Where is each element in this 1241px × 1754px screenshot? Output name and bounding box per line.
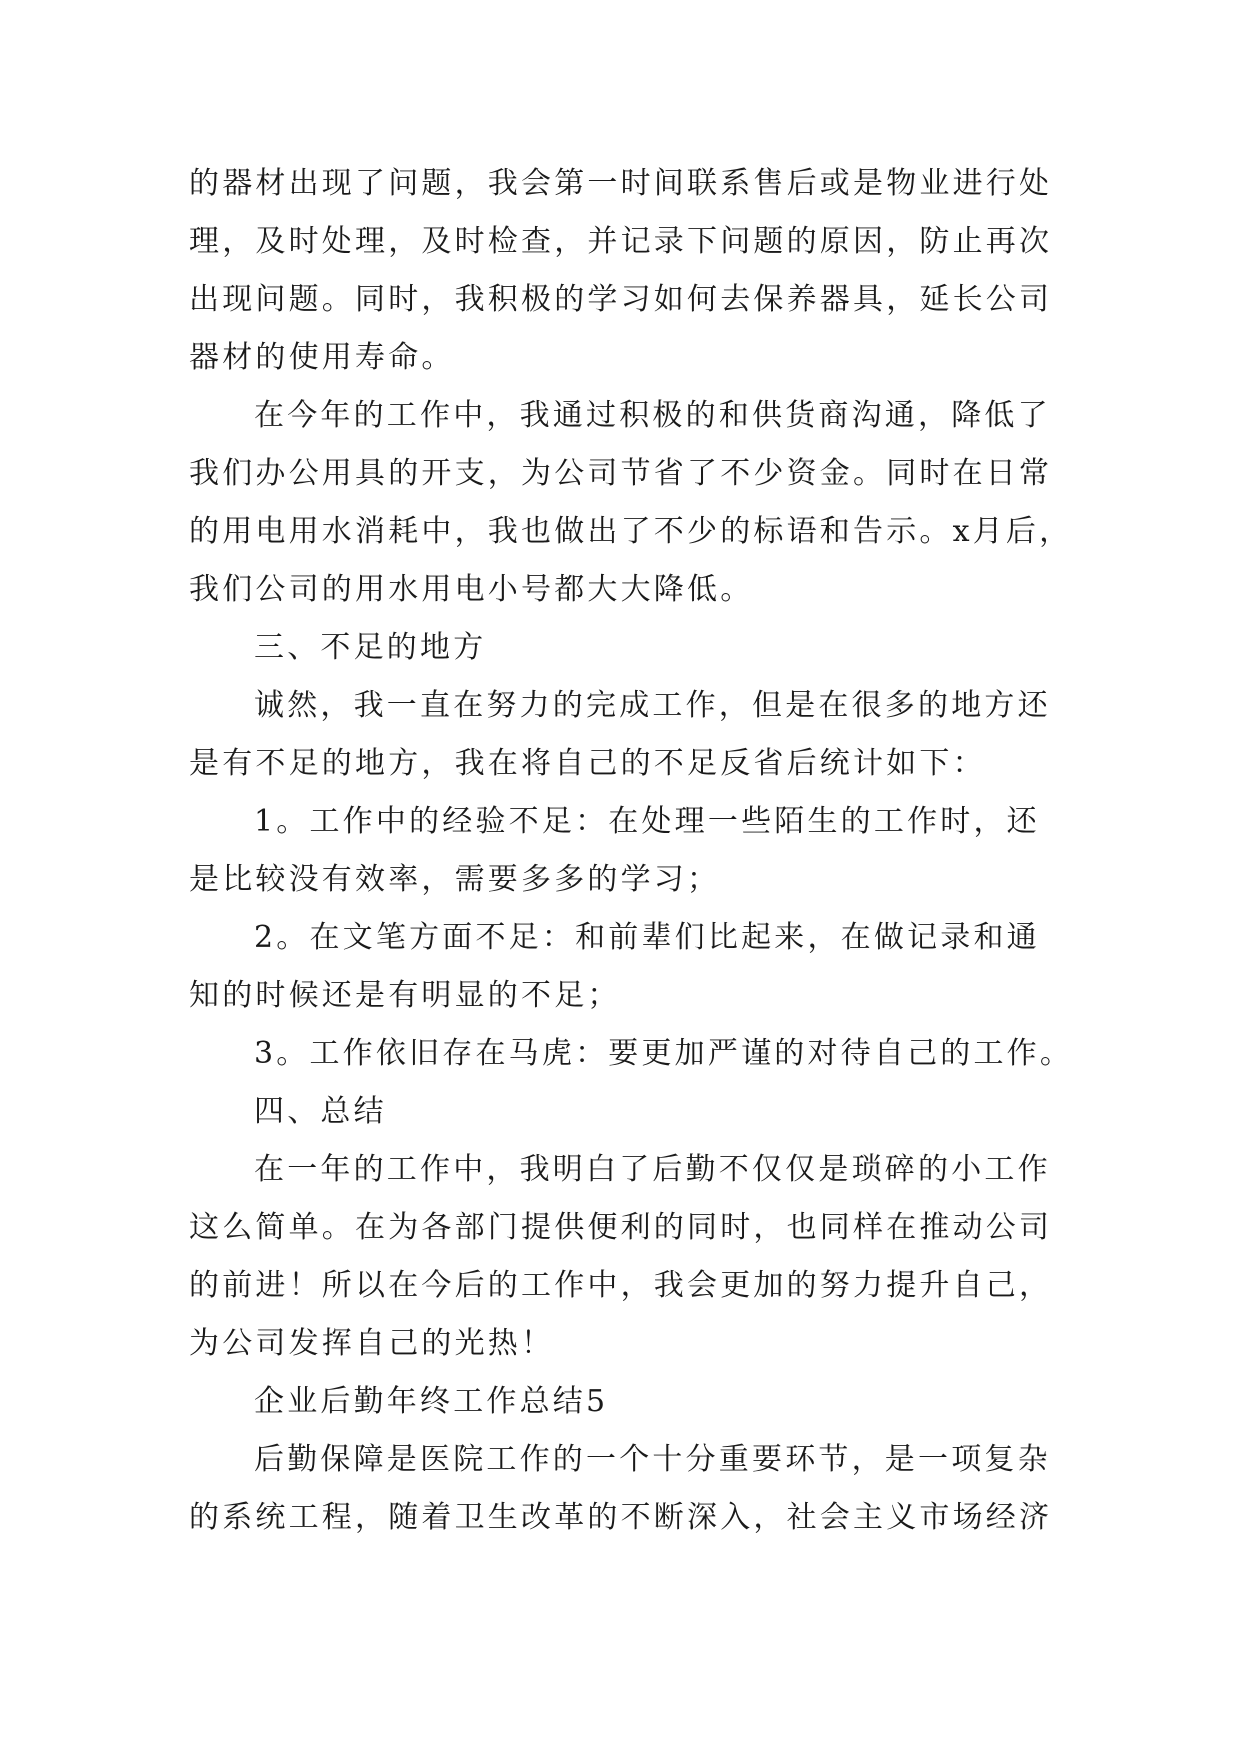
text-line: 诚然，我一直在努力的完成工作，但是在很多的地方还: [254, 688, 1051, 723]
text-line: 我们公司的用水用电小号都大大降低。: [189, 572, 754, 607]
text-line: 是有不足的地方，我在将自己的不足反省后统计如下：: [189, 746, 986, 781]
list-item: 2。在文笔方面不足：和前辈们比起来，在做记录和通: [254, 920, 1040, 955]
text-line: 知的时候还是有明显的不足；: [189, 978, 621, 1013]
text-line: 在一年的工作中，我明白了后勤不仅仅是琐碎的小工作: [254, 1152, 1051, 1187]
text-line: 理，及时处理，及时检查，并记录下问题的原因，防止再次: [189, 224, 1053, 259]
text-line: 我们办公用具的开支，为公司节省了不少资金。同时在日常: [189, 456, 1053, 491]
text-line: 是比较没有效率，需要多多的学习；: [189, 862, 721, 897]
section-heading: 四、总结: [254, 1094, 387, 1129]
text-line: 器材的使用寿命。: [189, 340, 455, 375]
text-line: 的器材出现了问题，我会第一时间联系售后或是物业进行处: [189, 166, 1053, 201]
text-line: 出现问题。同时，我积极的学习如何去保养器具，延长公司: [189, 282, 1053, 317]
list-item: 3。工作依旧存在马虎：要更加严谨的对待自己的工作。: [254, 1036, 1074, 1071]
section-title: 企业后勤年终工作总结5: [254, 1384, 609, 1419]
text-line: 的用电用水消耗中，我也做出了不少的标语和告示。x月后，: [189, 514, 1073, 549]
text-line: 的前进！所以在今后的工作中，我会更加的努力提升自己，: [189, 1268, 1053, 1303]
section-heading: 三、不足的地方: [254, 630, 487, 665]
text-line: 为公司发挥自己的光热！: [189, 1326, 555, 1361]
text-line: 的系统工程，随着卫生改革的不断深入，社会主义市场经济: [189, 1500, 1053, 1535]
text-line: 后勤保障是医院工作的一个十分重要环节，是一项复杂: [254, 1442, 1051, 1477]
text-line: 在今年的工作中，我通过积极的和供货商沟通，降低了: [254, 398, 1051, 433]
list-item: 1。工作中的经验不足：在处理一些陌生的工作时，还: [254, 804, 1040, 839]
text-line: 这么简单。在为各部门提供便利的同时，也同样在推动公司: [189, 1210, 1053, 1245]
